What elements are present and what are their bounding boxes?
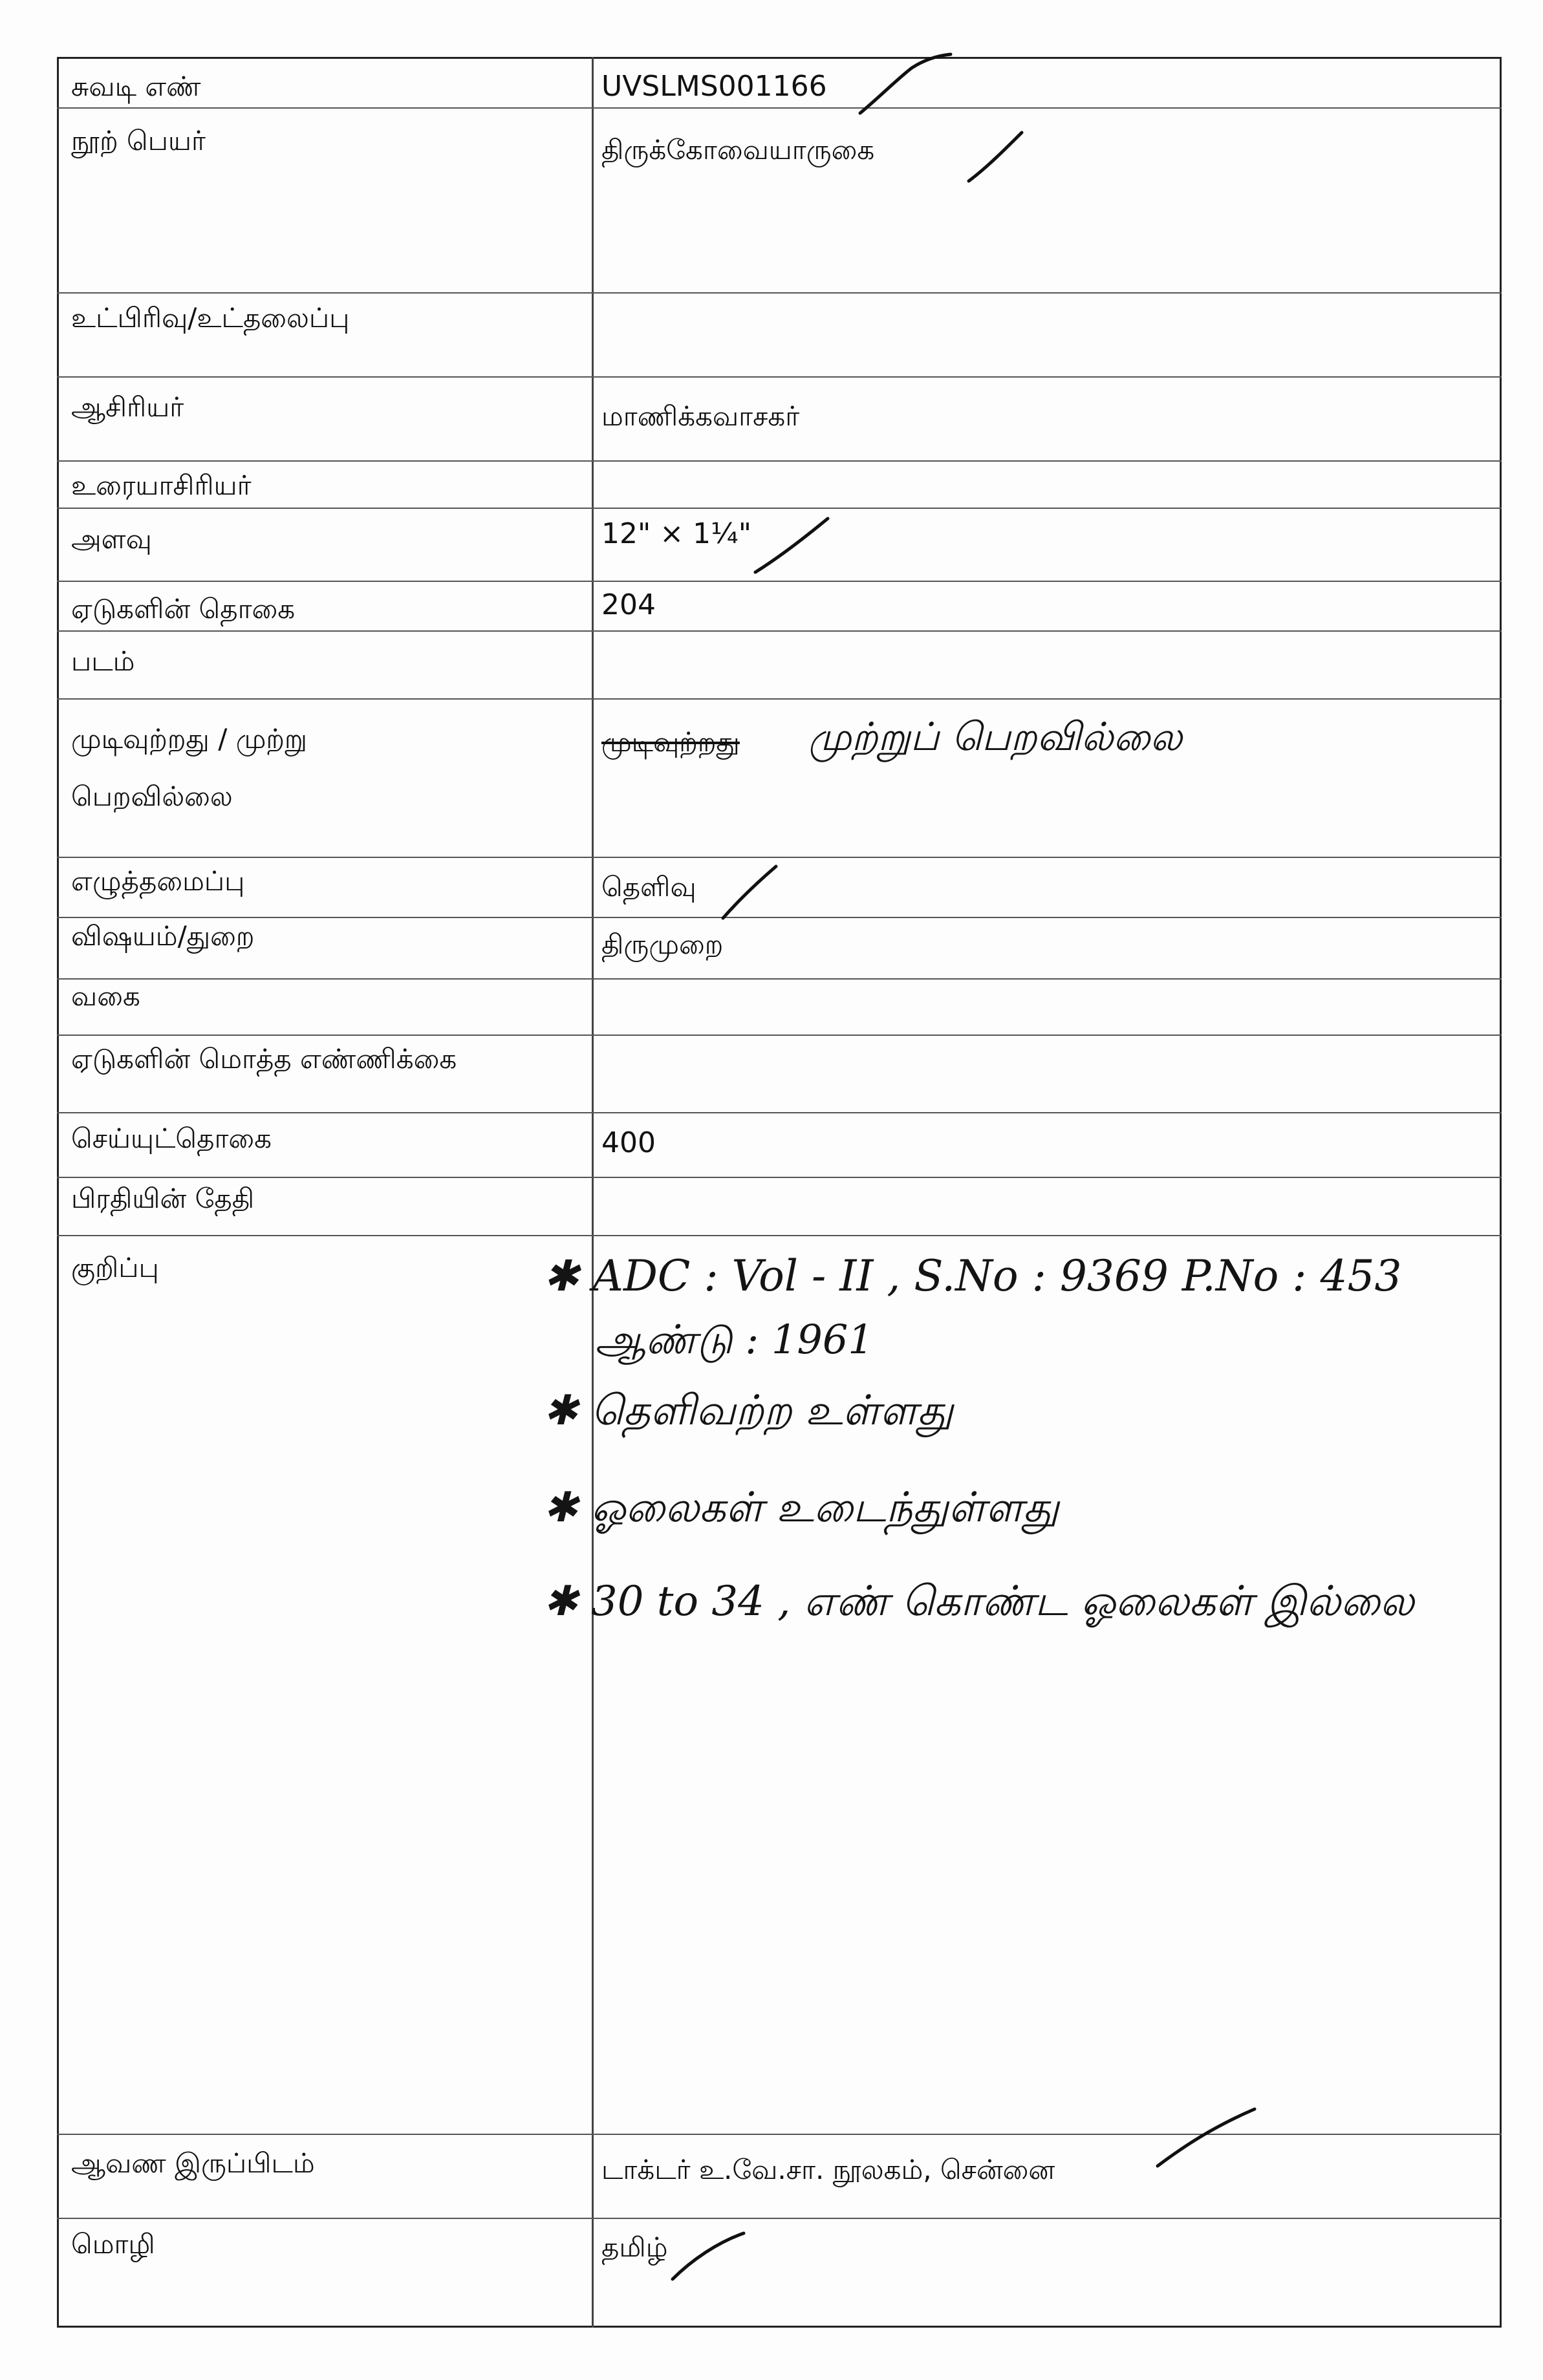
- label-type: வகை: [71, 980, 140, 1012]
- label-notes: குறிப்பு: [71, 1252, 159, 1283]
- row-divider: [57, 2218, 1502, 2219]
- column-divider: [592, 57, 594, 2328]
- label-picture: படம்: [71, 645, 135, 677]
- note-line-1: ✱ ADC : Vol - II , S.No : 9369 P.No : 453: [543, 1251, 1402, 1301]
- note-line-4: ✱ ஓலைகள் உடைந்துள்ளது: [543, 1484, 1059, 1532]
- label-completeness-line2: பெறவில்லை: [71, 780, 233, 812]
- value-size: 12" × 1¼": [601, 517, 751, 550]
- row-divider: [57, 857, 1502, 858]
- label-script-style: எழுத்தமைப்பு: [71, 865, 245, 897]
- row-divider: [57, 1112, 1502, 1113]
- value-subject: திருமுறை: [601, 928, 724, 960]
- row-divider: [57, 1235, 1502, 1236]
- label-language: மொழி: [71, 2228, 155, 2260]
- value-language: தமிழ்: [601, 2231, 668, 2263]
- value-manuscript-number: UVSLMS001166: [601, 70, 827, 103]
- row-divider: [57, 1177, 1502, 1178]
- label-size: அளவு: [71, 523, 152, 555]
- label-book-name: நூற் பெயர்: [71, 125, 206, 156]
- row-divider: [57, 698, 1502, 700]
- table-frame: [57, 57, 1502, 2328]
- row-divider: [57, 376, 1502, 378]
- note-line-5: ✱ 30 to 34 , எண் கொண்ட ஓலைகள் இல்லை: [543, 1578, 1414, 1625]
- label-subdivision: உட்பிரிவு/உட்தலைப்பு: [71, 302, 350, 334]
- row-divider: [57, 630, 1502, 632]
- label-author: ஆசிரியர்: [71, 391, 184, 423]
- value-completeness-struck: முடிவுற்றது: [601, 726, 740, 758]
- row-divider: [57, 1035, 1502, 1036]
- row-divider: [57, 292, 1502, 294]
- value-verse-count: 400: [601, 1126, 656, 1159]
- label-subject: விஷயம்/துறை: [71, 920, 255, 952]
- label-commentator: உரையாசிரியர்: [71, 469, 252, 501]
- row-divider: [57, 917, 1502, 918]
- label-total-leaves: ஏடுகளின் மொத்த எண்ணிக்கை: [71, 1043, 457, 1075]
- row-divider: [57, 508, 1502, 509]
- label-completeness: முடிவுற்றது / முற்று: [71, 723, 308, 755]
- note-line-3: ✱ தெளிவற்ற உள்ளது: [543, 1387, 953, 1435]
- note-line-2: ஆண்டு : 1961: [595, 1316, 874, 1363]
- label-archive-location: ஆவண இருப்பிடம்: [71, 2147, 315, 2179]
- label-leaf-count: ஏடுகளின் தொகை: [71, 593, 296, 625]
- row-divider: [57, 978, 1502, 980]
- row-divider: [57, 460, 1502, 462]
- row-divider: [57, 581, 1502, 582]
- value-leaf-count: 204: [601, 588, 656, 621]
- label-manuscript-number: சுவடி எண்: [71, 70, 201, 102]
- row-divider: [57, 107, 1502, 109]
- label-verse-count: செய்யுட்தொகை: [71, 1122, 272, 1154]
- value-author: மாணிக்கவாசகர்: [601, 400, 800, 432]
- label-copy-date: பிரதியின் தேதி: [71, 1183, 255, 1214]
- row-divider: [57, 2134, 1502, 2135]
- value-script-style: தெளிவு: [601, 871, 696, 903]
- value-archive-location: டாக்டர் உ.வே.சா. நூலகம், சென்னை: [601, 2154, 1055, 2185]
- value-completeness-handwritten: முற்றுப் பெறவில்லை: [808, 714, 1183, 760]
- value-book-name: திருக்கோவையாருகை: [601, 134, 875, 166]
